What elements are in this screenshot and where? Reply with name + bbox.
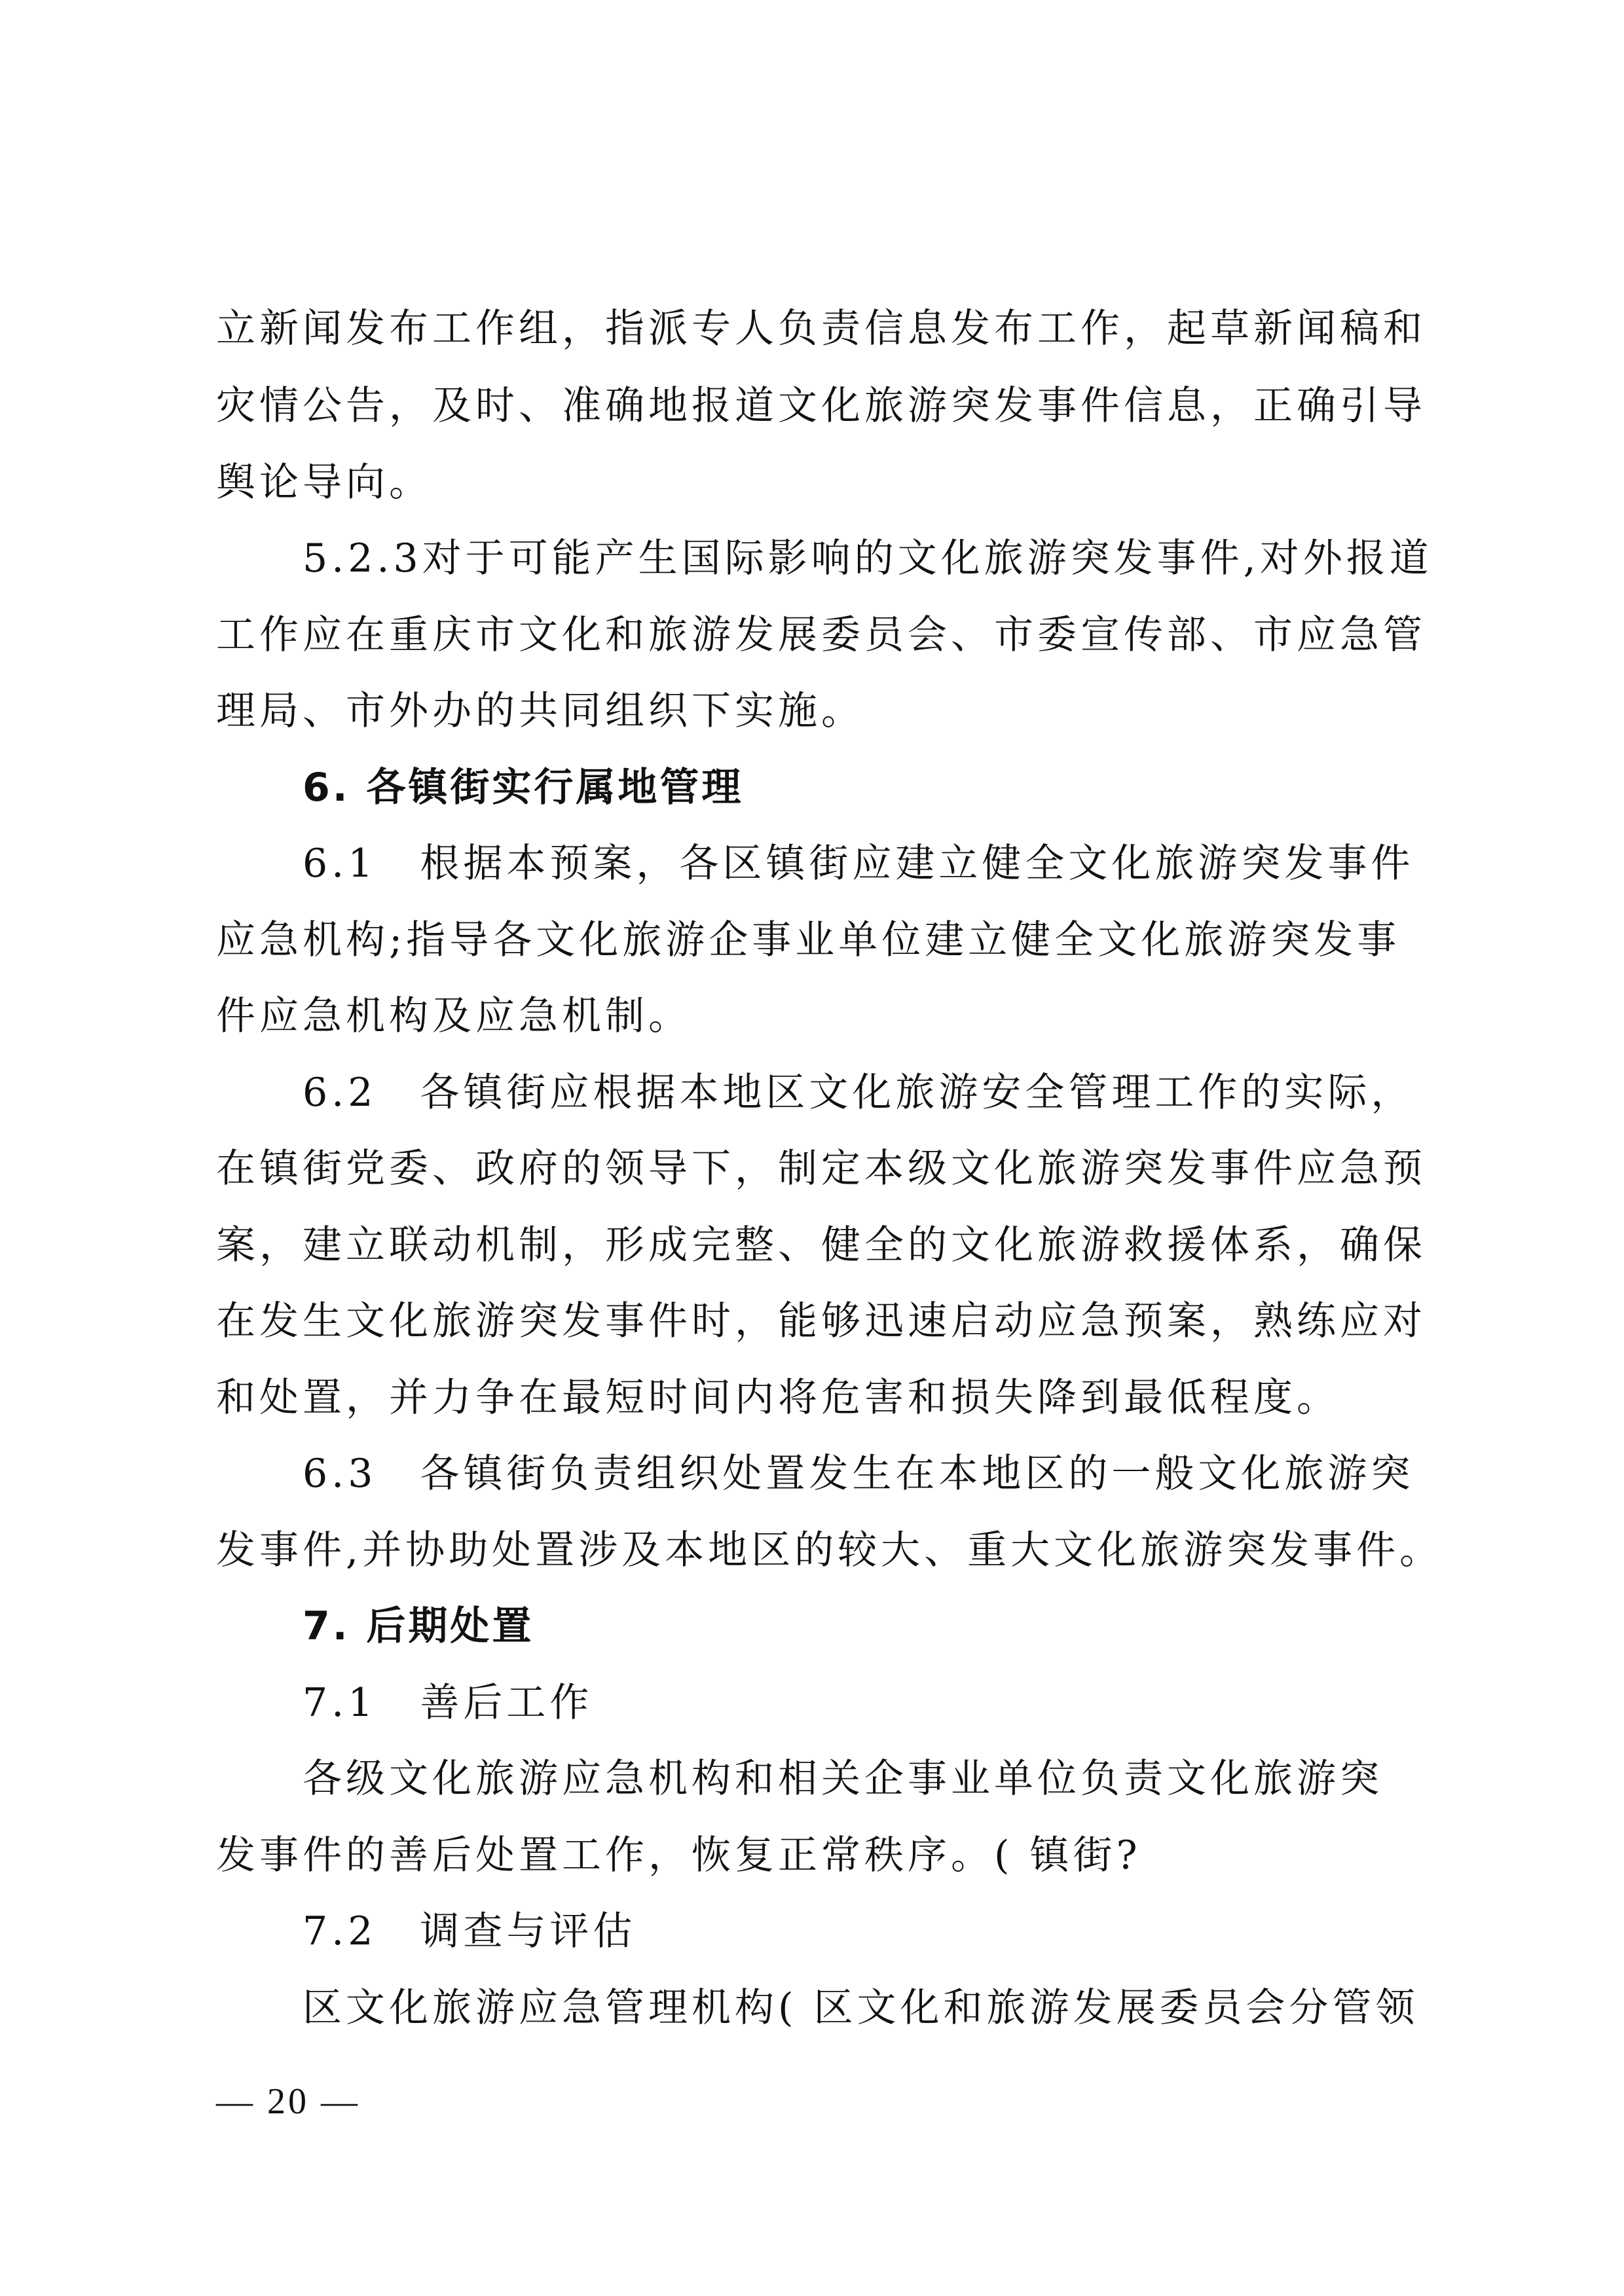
body-line-5: 工作应在重庆市文化和旅游发展委员会、市委宣传部、市应急管 [216, 612, 1426, 658]
body-line-3: 舆论导向。 [216, 460, 432, 505]
body-line-4: 5.2.3对于可能产生国际影响的文化旅游突发事件,对外报道 [303, 536, 1433, 581]
body-line-10: 件应急机构及应急机制。 [216, 993, 692, 1039]
section-heading-7: 7. 后期处置 [303, 1603, 534, 1649]
page-number: — 20 — [216, 2081, 360, 2122]
section-heading-6: 6. 各镇街实行属地管理 [303, 765, 744, 811]
body-line-9: 应急机构;指导各文化旅游企事业单位建立健全文化旅游突发事 [216, 917, 1401, 963]
body-line-12: 在镇街党委、政府的领导下，制定本级文化旅游突发事件应急预 [216, 1146, 1426, 1192]
body-line-16: 6.3 各镇街负责组织处置发生在本地区的一般文化旅游突 [303, 1451, 1414, 1497]
body-line-2: 灾情公告，及时、准确地报道文化旅游突发事件信息，正确引导 [216, 383, 1426, 429]
body-line-17: 发事件,并协助处置涉及本地区的较大、重大文化旅游突发事件。 [216, 1527, 1443, 1573]
subsection-heading-7-1: 7.1 善后工作 [303, 1680, 593, 1726]
body-line-11: 6.2 各镇街应根据本地区文化旅游安全管理工作的实际， [303, 1070, 1414, 1116]
body-line-13: 案，建立联动机制，形成完整、健全的文化旅游救援体系，确保 [216, 1222, 1426, 1268]
body-line-8: 6.1 根据本预案，各区镇街应建立健全文化旅游突发事件 [303, 841, 1414, 886]
body-line-15: 和处置，并力争在最短时间内将危害和损失降到最低程度。 [216, 1375, 1340, 1421]
body-line-21: 发事件的善后处置工作，恢复正常秩序。( 镇街? [216, 1832, 1141, 1878]
subsection-heading-7-2: 7.2 调查与评估 [303, 1908, 637, 1954]
body-line-14: 在发生文化旅游突发事件时，能够迅速启动应急预案，熟练应对 [216, 1298, 1426, 1344]
body-line-1: 立新闻发布工作组，指派专人负责信息发布工作，起草新闻稿和 [216, 306, 1426, 352]
body-line-23: 区文化旅游应急管理机构( 区文化和旅游发展委员会分管领 [303, 1985, 1419, 2031]
body-line-6: 理局、市外办的共同组织下实施。 [216, 688, 864, 734]
body-line-20: 各级文化旅游应急机构和相关企事业单位负责文化旅游突 [303, 1756, 1383, 1802]
